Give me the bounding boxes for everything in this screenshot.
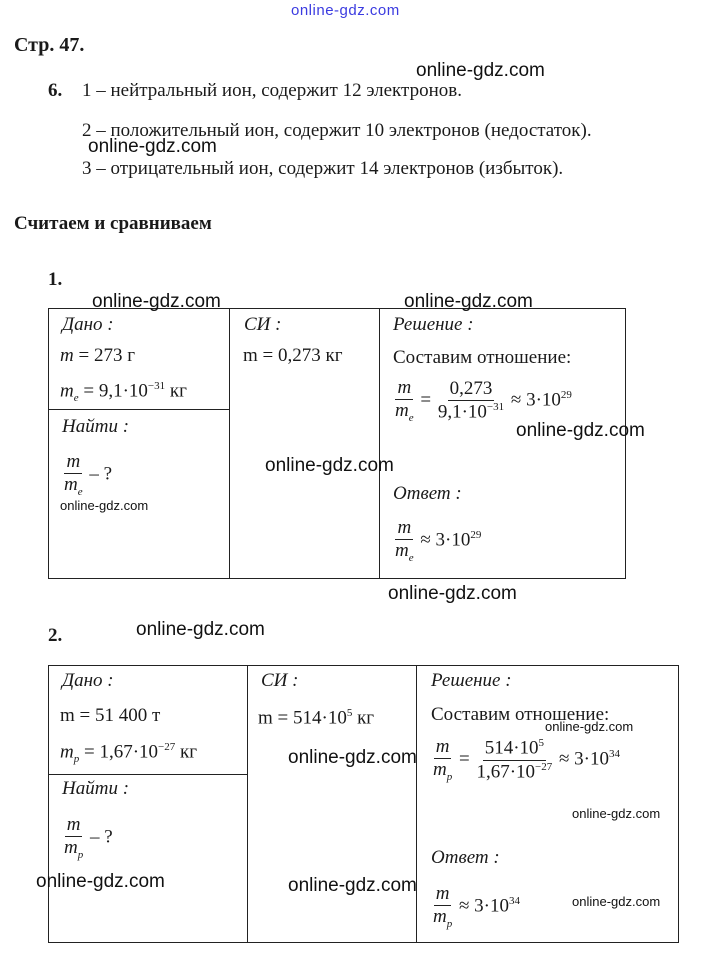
problem2-given-label: Дано : (62, 670, 114, 691)
problem1-given-1: m = 273 г (60, 345, 135, 366)
problem1-solution-label: Решение : (393, 314, 474, 335)
watermark-6: online-gdz.com (265, 455, 394, 476)
problem2-si-value: $m = 514\cdot 10^5$ кг (258, 707, 375, 729)
problem1-si-value: m = 0,273 кг (243, 345, 343, 366)
task6-line-2: 2 – положительный ион, содержит 10 электронов (недостаток). (82, 120, 592, 141)
problem1-given-label: Дано : (62, 314, 114, 335)
problem2-solution-text: Составим отношение: (431, 704, 610, 725)
problem1-solution-text: Составим отношение: (393, 347, 572, 368)
problem2-si-label: СИ : (261, 670, 299, 691)
problem2-find-label: Найти : (62, 778, 130, 799)
watermark-8: online-gdz.com (388, 583, 517, 604)
problem2-answer: $\frac{m}{m_p}$ ≈ $3\cdot 10^{34}$ (433, 883, 520, 930)
task6-line-3: 3 – отрицательный ион, содержит 14 электронов (избыток). (82, 158, 564, 179)
problem1-answer-label: Ответ : (393, 483, 462, 504)
problem1-number: 1. (48, 269, 63, 290)
problem1-equation: $\frac{m}{m_e}$ = $\frac{0,273}{9,1\cdot 10^{-31}}$ ≈ $3\cdot 10^{29}$ (395, 377, 572, 424)
watermark-15: online-gdz.com (572, 894, 661, 909)
task6-line-1: 1 – нейтральный ион, содержит 12 электронов. (82, 80, 462, 101)
problem2-find: $\frac{m}{m_p}$ – ? (64, 814, 113, 861)
problem1-answer: $\frac{m}{m_e}$ ≈ $3\cdot 10^{29}$ (395, 517, 482, 564)
problem1-find-label: Найти : (62, 416, 130, 437)
problem1-given-2: $m_e = 9,1\cdot 10^{-31}$ кг (60, 380, 187, 405)
watermark-top: online-gdz.com (291, 2, 400, 19)
watermark-12: online-gdz.com (572, 806, 661, 821)
problem1-find: $\frac{m}{m_e}$ – ? (64, 451, 113, 498)
watermark-1: online-gdz.com (416, 60, 545, 81)
problem2-equation: $\frac{m}{m_p}$ = $\frac{514\cdot 10^5}{1,67\cdot 10^{-27}}$ ≈ $3\cdot 10^{34}$ (433, 736, 621, 783)
problem2-number: 2. (48, 625, 63, 646)
watermark-13: online-gdz.com (36, 871, 165, 892)
watermark-4: online-gdz.com (404, 291, 533, 312)
watermark-14: online-gdz.com (288, 875, 417, 896)
watermark-11: online-gdz.com (288, 747, 417, 768)
task6-number: 6. (48, 80, 63, 101)
problem2-given-2: $m_p = 1,67\cdot 10^{-27}$ кг (60, 741, 198, 766)
watermark-9: online-gdz.com (136, 619, 265, 640)
problem1-si-label: СИ : (244, 314, 282, 335)
problem2-answer-label: Ответ : (431, 847, 500, 868)
watermark-10: online-gdz.com (545, 719, 634, 734)
watermark-7: online-gdz.com (60, 498, 149, 513)
watermark-2: online-gdz.com (88, 136, 217, 157)
section-heading: Считаем и сравниваем (14, 213, 212, 234)
problem2-given-1: m = 51 400 т (60, 705, 161, 726)
watermark-3: online-gdz.com (92, 291, 221, 312)
page-title: Стр. 47. (14, 34, 85, 56)
problem2-solution-label: Решение : (431, 670, 512, 691)
watermark-5: online-gdz.com (516, 420, 645, 441)
